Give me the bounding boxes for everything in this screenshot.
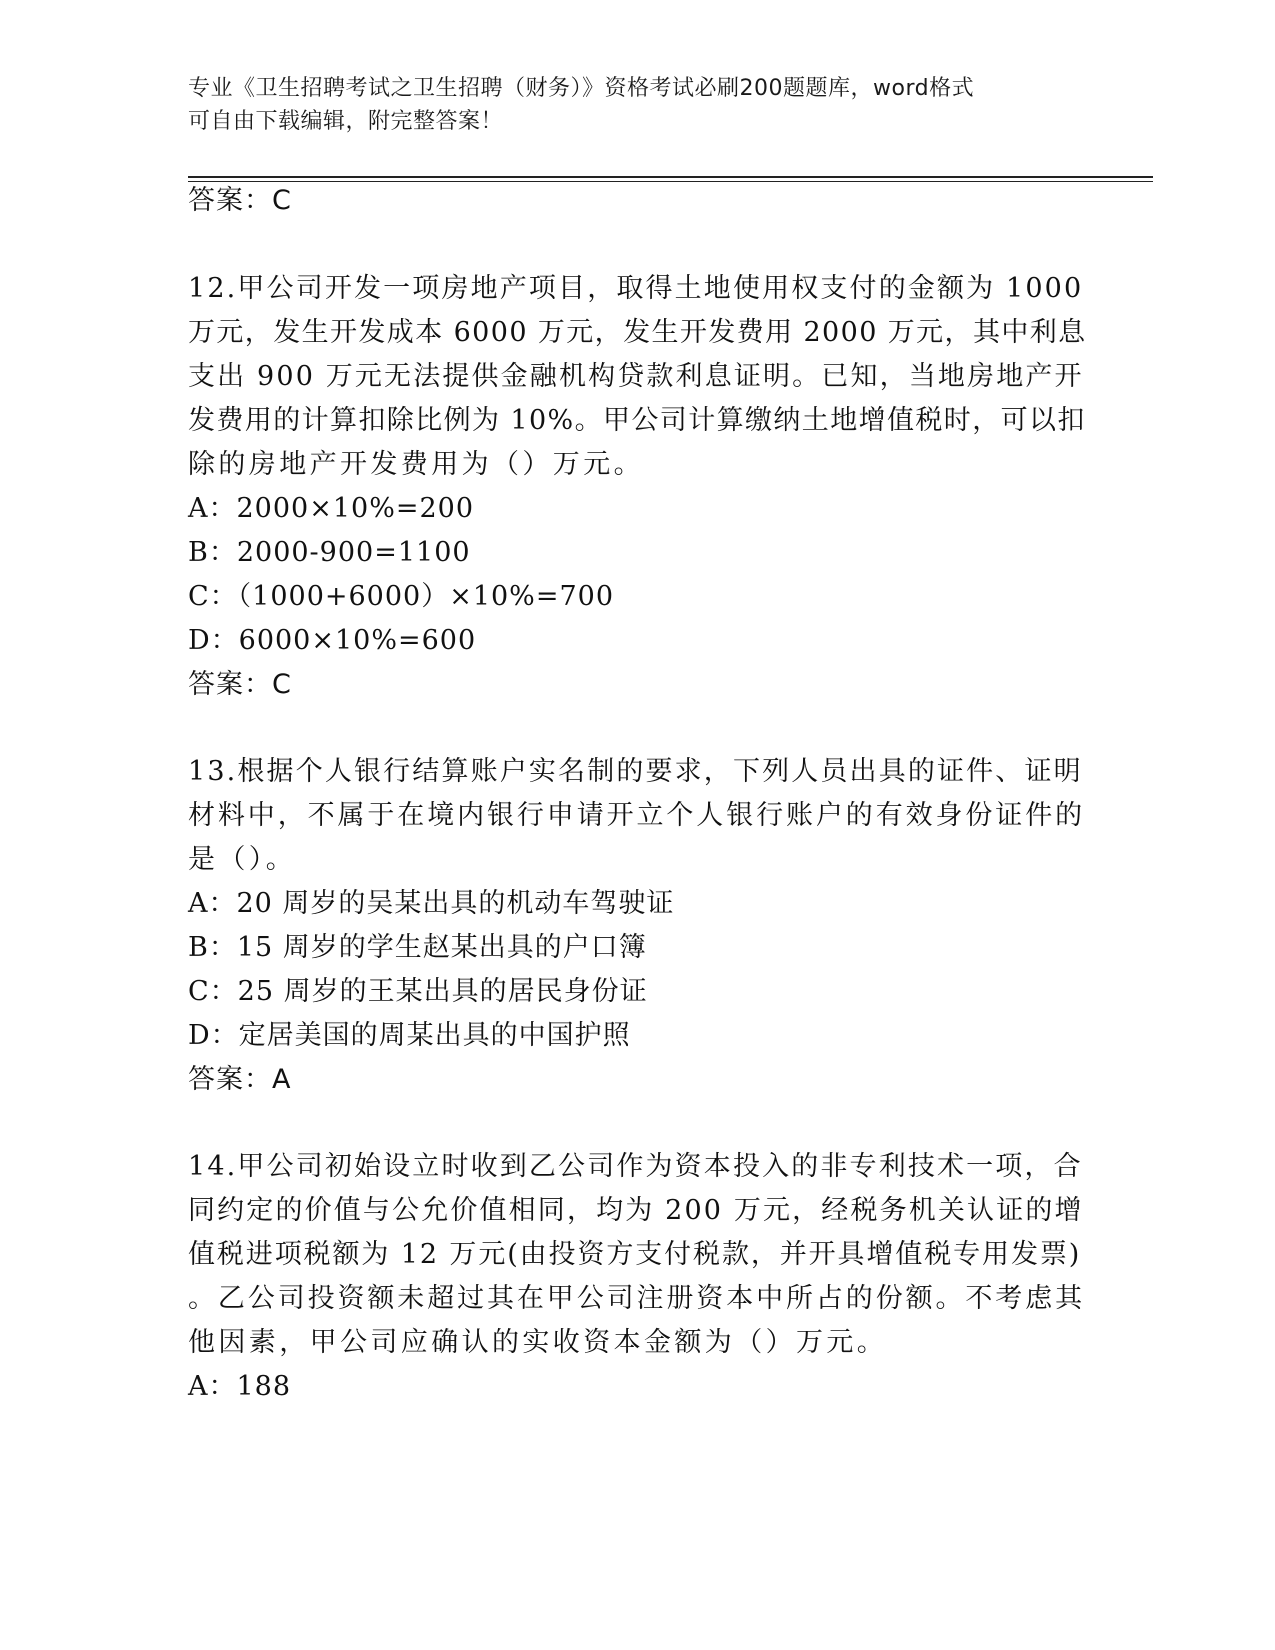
- question-12-line-3: 支出 900 万元无法提供金融机构贷款利息证明。已知，当地房地产开: [188, 361, 1084, 392]
- page-header: [188, 72, 1088, 138]
- question-13-option-c: C：25 周岁的王某出具的居民身份证: [188, 976, 648, 1007]
- question-12-line-1: 12.甲公司开发一项房地产项目，取得土地使用权支付的金额为 1000: [188, 273, 1084, 304]
- question-13-line-1: 13.根据个人银行结算账户实名制的要求，下列人员出具的证件、证明: [188, 756, 1083, 787]
- question-14-line-3: 值税进项税额为 12 万元(由投资方支付税款，并开具增值税专用发票): [188, 1239, 1082, 1270]
- question-12-option-d: D：6000×10%=600: [188, 625, 477, 656]
- question-14-line-4: 。乙公司投资额未超过其在甲公司注册资本中所占的份额。不考虑其: [188, 1283, 1085, 1314]
- question-12-option-a: A：2000×10%=200: [188, 493, 475, 524]
- header-rule-thin: [188, 181, 1153, 182]
- question-14-option-a: A：188: [188, 1371, 292, 1402]
- answer-line: 答案：C: [188, 185, 292, 216]
- question-14-line-2: 同约定的价值与公允价值相同，均为 200 万元，经税务机关认证的增: [188, 1195, 1084, 1226]
- question-13-answer: 答案：A: [188, 1064, 292, 1095]
- question-14-line-5: 他因素，甲公司应确认的实收资本金额为（）万元。: [188, 1327, 888, 1358]
- question-13-option-a: A：20 周岁的吴某出具的机动车驾驶证: [188, 888, 675, 919]
- question-14-line-1: 14.甲公司初始设立时收到乙公司作为资本投入的非专利技术一项，合: [188, 1151, 1083, 1182]
- question-12-line-5: 除的房地产开发费用为（）万元。: [188, 449, 644, 480]
- question-13-option-d: D：定居美国的周某出具的中国护照: [188, 1020, 631, 1051]
- question-13-line-2: 材料中，不属于在境内银行申请开立个人银行账户的有效身份证件的: [188, 800, 1085, 831]
- question-12-answer: 答案：C: [188, 669, 292, 700]
- header-rule-thick: [188, 176, 1153, 178]
- question-12-option-b: B：2000-900=1100: [188, 537, 471, 568]
- question-12-line-4: 发费用的计算扣除比例为 10%。甲公司计算缴纳土地增值税时，可以扣: [188, 405, 1086, 436]
- question-13-option-b: B：15 周岁的学生赵某出具的户口簿: [188, 932, 647, 963]
- question-12-line-2: 万元，发生开发成本 6000 万元，发生开发费用 2000 万元，其中利息: [188, 317, 1087, 348]
- header-line-1: 专业《卫生招聘考试之卫生招聘（财务）》资格考试必刷200题题库，word格式: [188, 76, 975, 101]
- question-13-line-3: 是（）。: [188, 844, 297, 875]
- question-12-option-c: C：（1000+6000）×10%=700: [188, 581, 614, 612]
- header-line-2: 可自由下载编辑，附完整答案！: [188, 109, 504, 134]
